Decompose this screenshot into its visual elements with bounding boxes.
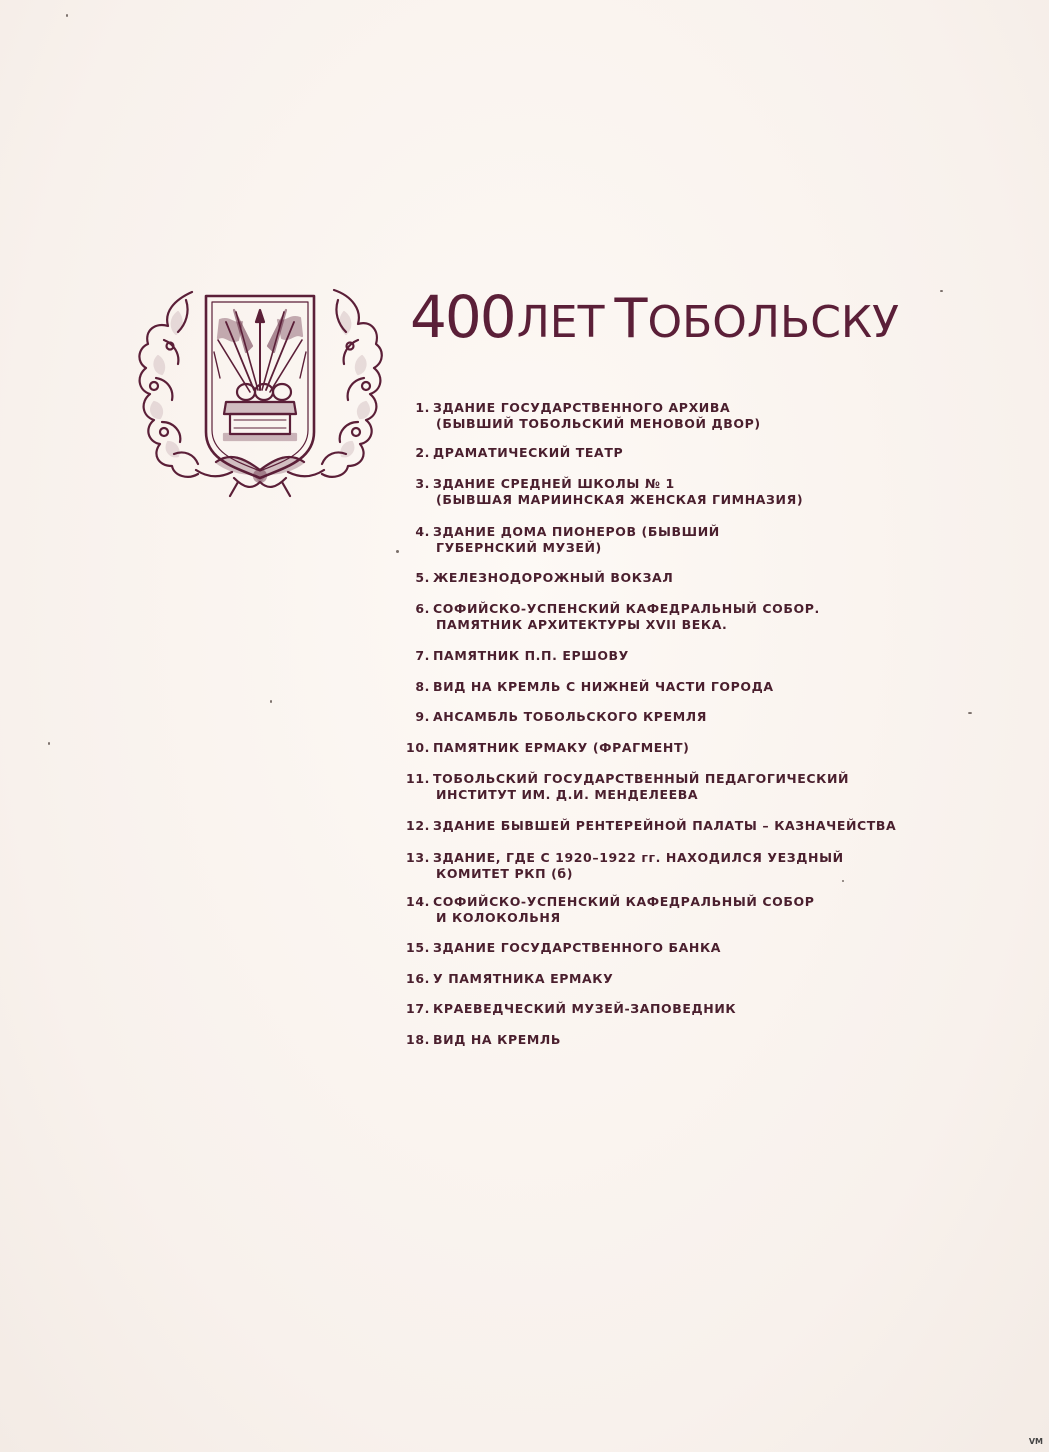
list-item: 13. ЗДАНИЕ, ГДЕ С 1920–1922 гг. НАХОДИЛСЯ УЕЗДНЫЙ КОМИТЕТ РКП (б)	[406, 850, 844, 881]
list-item: 3. ЗДАНИЕ СРЕДНЕЙ ШКОЛЫ № 1 (БЫВШАЯ МАРИИНСКАЯ ЖЕНСКАЯ ГИМНАЗИЯ)	[415, 476, 804, 507]
paper-speck	[968, 712, 972, 714]
tobolsk-coat-of-arms-icon	[134, 282, 384, 504]
paper-speck	[48, 742, 50, 745]
list-item: 10. ПАМЯТНИК ЕРМАКУ (ФРАГМЕНТ)	[406, 740, 690, 755]
list-item: 16. У ПАМЯТНИКА ЕРМАКУ	[406, 971, 614, 986]
list-item: 5. ЖЕЛЕЗНОДОРОЖНЫЙ ВОКЗАЛ	[415, 570, 674, 585]
paper-speck	[396, 550, 399, 553]
paper-speck	[842, 880, 844, 882]
list-item: 14. СОФИЙСКО-УСПЕНСКИЙ КАФЕДРАЛЬНЫЙ СОБОР И КОЛОКОЛЬНЯ	[406, 894, 815, 925]
list-item: 8. ВИД НА КРЕМЛЬ С НИЖНЕЙ ЧАСТИ ГОРОДА	[415, 679, 774, 694]
list-item: 1. ЗДАНИЕ ГОСУДАРСТВЕННОГО АРХИВА (БЫВШИЙ ТОБОЛЬСКИЙ МЕНОВОЙ ДВОР)	[415, 400, 761, 431]
list-item: 18. ВИД НА КРЕМЛЬ	[406, 1032, 562, 1047]
list-item: 9. АНСАМБЛЬ ТОБОЛЬСКОГО КРЕМЛЯ	[415, 709, 707, 724]
list-item: 11. ТОБОЛЬСКИЙ ГОСУДАРСТВЕННЫЙ ПЕДАГОГИЧЕСКИЙ ИНСТИТУТ ИМ. Д.И. МЕНДЕЛЕЕВА	[406, 771, 850, 802]
paper-speck	[66, 14, 68, 17]
title-word-tobolsk: ТОБОЛЬСКУ	[614, 287, 899, 350]
corner-mark: VM	[1028, 1437, 1043, 1446]
list-item: 17. КРАЕВЕДЧЕСКИЙ МУЗЕЙ-ЗАПОВЕДНИК	[406, 1001, 737, 1016]
list-item: 15. ЗДАНИЕ ГОСУДАРСТВЕННОГО БАНКА	[406, 940, 722, 955]
list-item: 7. ПАМЯТНИК П.П. ЕРШОВУ	[415, 648, 629, 663]
list-item: 12. ЗДАНИЕ БЫВШЕЙ РЕНТЕРЕЙНОЙ ПАЛАТЫ – КАЗНАЧЕЙСТВА	[406, 818, 897, 833]
paper-speck	[940, 290, 943, 292]
title-number: 400	[410, 283, 515, 351]
list-item: 6. СОФИЙСКО-УСПЕНСКИЙ КАФЕДРАЛЬНЫЙ СОБОР. ПАМЯТНИК АРХИТЕКТУРЫ XVII ВЕКА.	[415, 601, 820, 632]
title-word-years: ЛЕТ	[516, 297, 605, 348]
list-item: 2. ДРАМАТИЧЕСКИЙ ТЕАТР	[415, 445, 624, 460]
page-title	[410, 283, 899, 351]
paper-speck	[270, 700, 272, 703]
list-item: 4. ЗДАНИЕ ДОМА ПИОНЕРОВ (БЫВШИЙ ГУБЕРНСКИЙ МУЗЕЙ)	[415, 524, 720, 555]
